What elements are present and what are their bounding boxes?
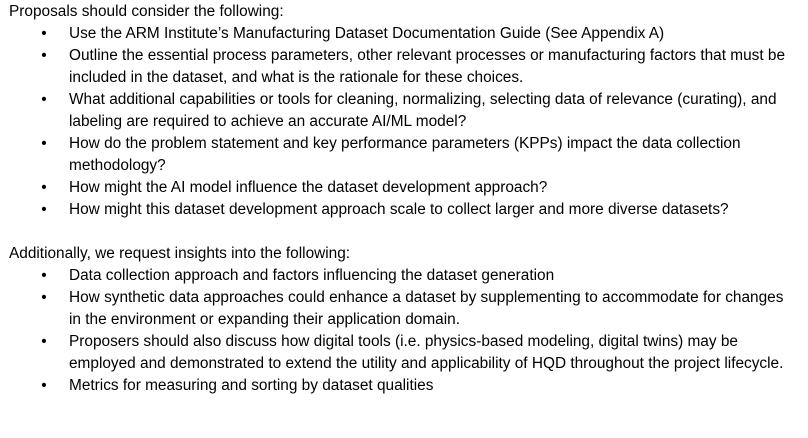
section-heading-additional: Additionally, we request insights into the following: — [9, 245, 351, 262]
list-item — [9, 177, 799, 199]
bullet-icon: • — [41, 267, 47, 284]
list-item — [9, 23, 799, 45]
bullet-icon: • — [41, 289, 47, 306]
list-item-text: How synthetic data approaches could enhance a dataset by supplementing to accommodate for changes in the environment or expanding their application domain. — [69, 289, 784, 328]
list-item-text: What additional capabilities or tools for cleaning, normalizing, selecting data of relevance (curating), and labeling are required to achieve an accurate AI/ML model? — [69, 91, 777, 130]
bullet-icon: • — [41, 91, 47, 108]
list-item — [9, 331, 799, 375]
bullet-icon: • — [41, 333, 47, 350]
list-item-text: Outline the essential process parameters, other relevant processes or manufacturing factors that must be included in the dataset, and what is the rationale for these choices. — [69, 47, 786, 86]
list-item — [9, 199, 799, 221]
list-item — [9, 375, 799, 397]
list-item-text: How do the problem statement and key performance parameters (KPPs) impact the data collection methodology? — [69, 135, 741, 174]
section-spacer — [9, 221, 799, 243]
list-item — [9, 287, 799, 331]
list-item — [9, 133, 799, 177]
bullet-icon: • — [41, 135, 47, 152]
list-item-text: Use the ARM Institute’s Manufacturing Dataset Documentation Guide (See Appendix A) — [69, 25, 665, 42]
list-item-text: Metrics for measuring and sorting by dataset qualities — [69, 377, 434, 394]
additional-bullet-list — [9, 265, 799, 397]
bullet-icon: • — [41, 25, 47, 42]
proposals-bullet-list — [9, 23, 799, 221]
bullet-icon: • — [41, 201, 47, 218]
bullet-icon: • — [41, 47, 47, 64]
section-heading-proposals: Proposals should consider the following: — [9, 3, 284, 20]
bullet-icon: • — [41, 179, 47, 196]
list-item — [9, 89, 799, 133]
list-item-text: How might the AI model influence the dataset development approach? — [69, 179, 548, 196]
list-item — [9, 265, 799, 287]
bullet-icon: • — [41, 377, 47, 394]
list-item-text: How might this dataset development approach scale to collect larger and more diverse datasets? — [69, 201, 729, 218]
list-item-text: Proposers should also discuss how digital tools (i.e. physics-based modeling, digital twins) may be employed and demonstrated to extend the utility and applicability of HQD throughout the project lifecycle. — [69, 333, 784, 372]
list-item — [9, 45, 799, 89]
list-item-text: Data collection approach and factors influencing the dataset generation — [69, 267, 555, 284]
